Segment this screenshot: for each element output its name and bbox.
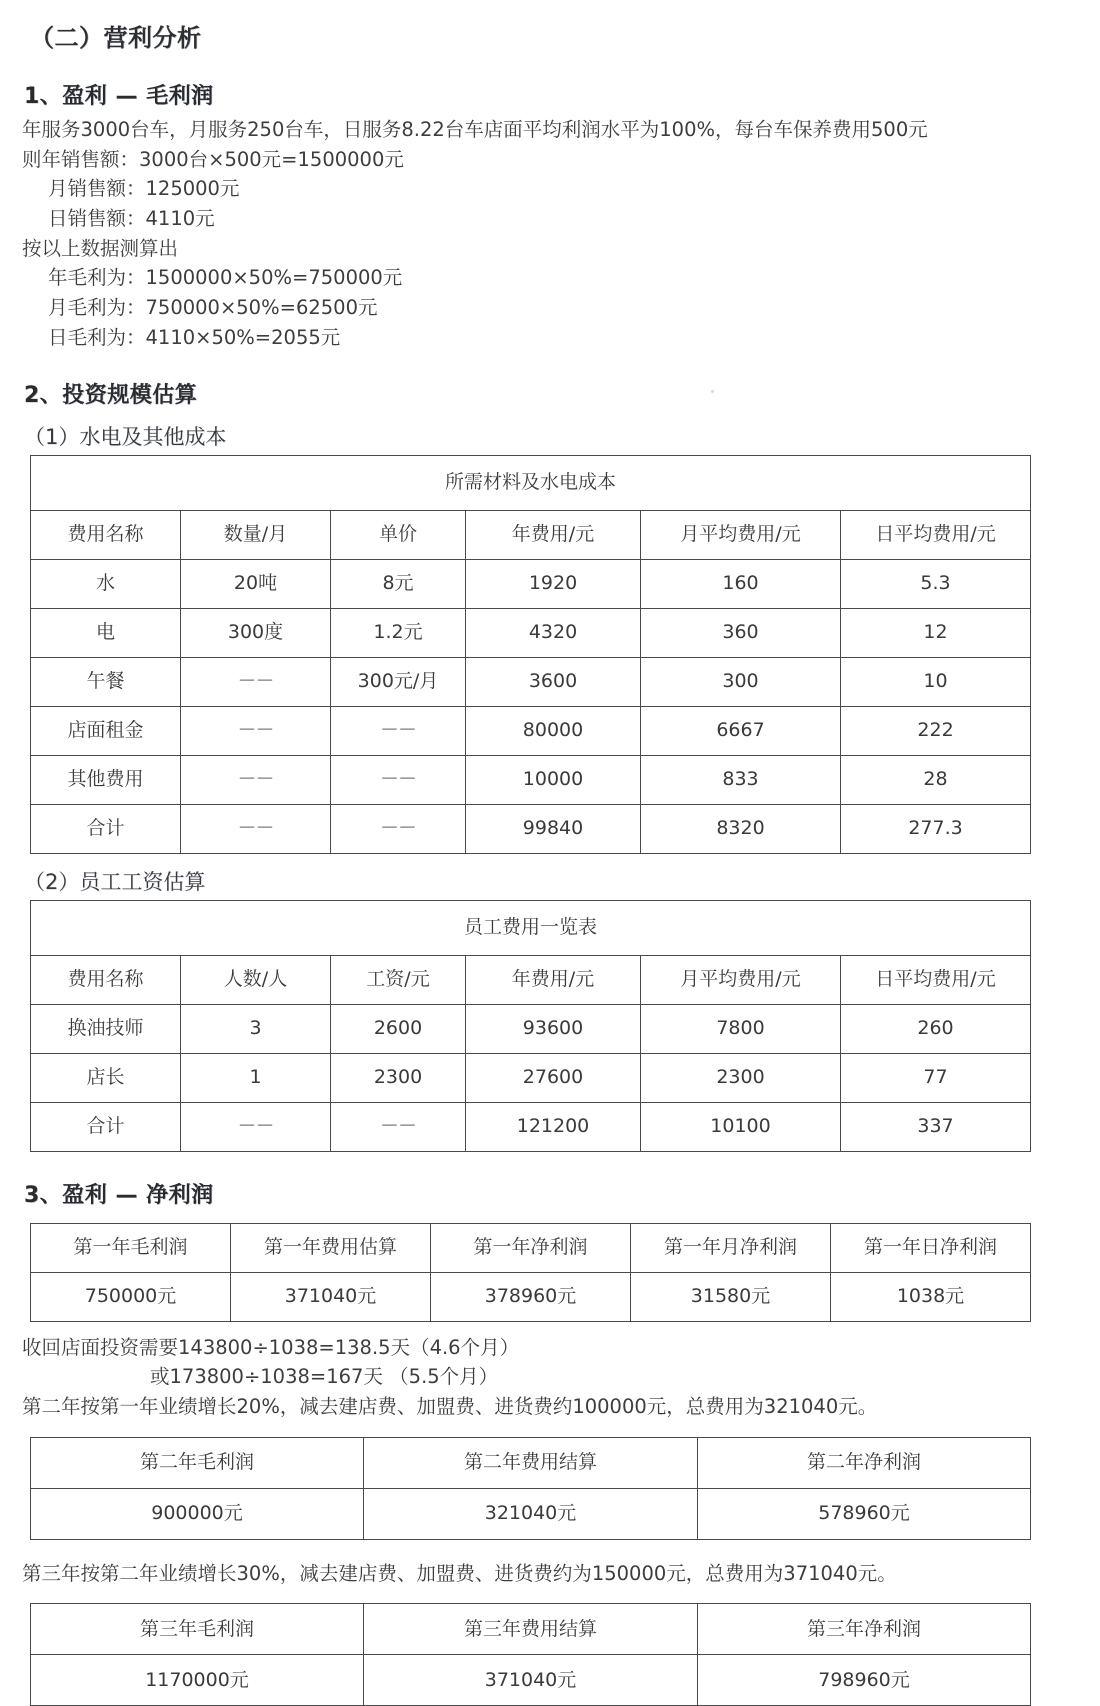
cell: 12 [841,608,1031,657]
table-row [31,559,1031,608]
cell: －－ [331,755,466,804]
heading-part1: 1、盈利 — 毛利润 [24,84,214,109]
cell: －－ [181,1102,331,1151]
cell: 2300 [331,1053,466,1102]
table-year3-profit [30,1603,1031,1706]
cell: 10 [841,657,1031,706]
paragraph-monthly-sales: 月销售额：125000元 [48,177,240,201]
column-header: 第三年费用结算 [364,1604,698,1655]
cell: 31580元 [631,1272,831,1321]
cell: 300 [641,657,841,706]
heading-part2-sub1: （1）水电及其他成本 [24,424,227,449]
faint-artifact-dot [711,390,714,393]
cell: 27600 [466,1053,641,1102]
cell: 378960元 [431,1272,631,1321]
table-title: 员工费用一览表 [31,900,1031,955]
table-title-row [31,455,1031,510]
cell: －－ [331,804,466,853]
cell: 900000元 [31,1488,364,1539]
cell: 300元/月 [331,657,466,706]
cell: 321040元 [364,1488,698,1539]
column-header: 费用名称 [31,955,181,1004]
paragraph-daily-sales: 日销售额：4110元 [48,207,215,231]
cell: －－ [181,755,331,804]
table-year1-profit [30,1223,1031,1322]
cell: 121200 [466,1102,641,1151]
cell: 10000 [466,755,641,804]
table-row [31,657,1031,706]
table-total-row [31,1102,1031,1151]
cell: 合计 [31,804,181,853]
cell: 77 [841,1053,1031,1102]
cell: 1038元 [831,1272,1031,1321]
cell: 277.3 [841,804,1031,853]
cell: 2600 [331,1004,466,1053]
cell: 371040元 [364,1655,698,1706]
table-header-row [31,1437,1031,1488]
cell: 260 [841,1004,1031,1053]
page-title: （二）营利分析 [30,24,202,52]
paragraph-calc-intro: 按以上数据测算出 [22,236,179,260]
column-header: 第一年日净利润 [831,1223,1031,1272]
cell: －－ [181,657,331,706]
cell: 店长 [31,1053,181,1102]
cell: 3600 [466,657,641,706]
cell: 222 [841,706,1031,755]
table-year2-profit [30,1437,1031,1540]
cell: 5.3 [841,559,1031,608]
table-title-row [31,900,1031,955]
cell: 578960元 [698,1488,1031,1539]
table-row [31,608,1031,657]
cell: 10100 [641,1102,841,1151]
cell: 3 [181,1004,331,1053]
column-header: 第一年毛利润 [31,1223,231,1272]
column-header: 工资/元 [331,955,466,1004]
column-header: 数量/月 [181,510,331,559]
cell: 1 [181,1053,331,1102]
cell: 换油技师 [31,1004,181,1053]
document-page [0,18,1100,1691]
column-header: 第二年净利润 [698,1437,1031,1488]
cell: 午餐 [31,657,181,706]
paragraph-annual-gross: 年毛利为：1500000×50%=750000元 [48,266,403,290]
table-staff-cost [30,900,1031,1152]
table-header-row [31,955,1031,1004]
cell: 20吨 [181,559,331,608]
column-header: 第三年净利润 [698,1604,1031,1655]
paragraph-annual-sales: 则年销售额：3000台×500元=1500000元 [22,147,404,171]
table-utilities-cost [30,455,1031,854]
cell: 833 [641,755,841,804]
paragraph-monthly-gross: 月毛利为：750000×50%=62500元 [48,296,378,320]
cell: 750000元 [31,1272,231,1321]
heading-part3: 3、盈利 — 净利润 [24,1182,214,1208]
cell: 6667 [641,706,841,755]
cell: 8元 [331,559,466,608]
table-row [31,1272,1031,1321]
cell: 337 [841,1102,1031,1151]
table-row [31,1004,1031,1053]
column-header: 月平均费用/元 [641,510,841,559]
column-header: 第一年费用估算 [231,1223,431,1272]
column-header: 第二年费用结算 [364,1437,698,1488]
heading-part2-sub2: （2）员工工资估算 [24,869,206,894]
column-header: 人数/人 [181,955,331,1004]
table-row [31,755,1031,804]
cell: 160 [641,559,841,608]
cell: －－ [331,706,466,755]
cell: 1170000元 [31,1655,364,1706]
column-header: 第二年毛利润 [31,1437,364,1488]
table-row [31,1488,1031,1539]
column-header: 日平均费用/元 [841,955,1031,1004]
cell: 28 [841,755,1031,804]
column-header: 月平均费用/元 [641,955,841,1004]
paragraph-year3-note: 第三年按第二年业绩增长30%，减去建店费、加盟费、进货费约为150000元，总费用为371040元。 [22,1561,897,1585]
table-header-row [31,510,1031,559]
cell: 水 [31,559,181,608]
cell: 2300 [641,1053,841,1102]
cell: 4320 [466,608,641,657]
paragraph-payback-line1: 收回店面投资需要143800÷1038=138.5天（4.6个月） [22,1335,520,1359]
column-header: 年费用/元 [466,955,641,1004]
cell: 360 [641,608,841,657]
cell: －－ [181,706,331,755]
cell: 电 [31,608,181,657]
heading-part2: 2、投资规模估算 [24,382,198,408]
table-row [31,1655,1031,1706]
column-header: 单价 [331,510,466,559]
table-row [31,1053,1031,1102]
column-header: 年费用/元 [466,510,641,559]
cell: 80000 [466,706,641,755]
column-header: 日平均费用/元 [841,510,1031,559]
cell: 1920 [466,559,641,608]
cell: 1.2元 [331,608,466,657]
cell: 93600 [466,1004,641,1053]
paragraph-annual-service: 年服务3000台车，月服务250台车，日服务8.22台车店面平均利润水平为100%，每台车保养费用500元 [22,118,928,141]
cell: 7800 [641,1004,841,1053]
paragraph-daily-gross: 日毛利为：4110×50%=2055元 [48,325,341,349]
cell: －－ [331,1102,466,1151]
cell: 99840 [466,804,641,853]
table-title: 所需材料及水电成本 [31,455,1031,510]
cell: －－ [181,804,331,853]
cell: 店面租金 [31,706,181,755]
cell: 合计 [31,1102,181,1151]
column-header: 第一年月净利润 [631,1223,831,1272]
cell: 其他费用 [31,755,181,804]
column-header: 第一年净利润 [431,1223,631,1272]
cell: 798960元 [698,1655,1031,1706]
column-header: 第三年毛利润 [31,1604,364,1655]
table-header-row [31,1223,1031,1272]
paragraph-year2-note: 第二年按第一年业绩增长20%，减去建店费、加盟费、进货费约100000元，总费用为321040元。 [22,1394,878,1418]
paragraph-payback-line2: 或173800÷1038=167天 （5.5个月） [150,1365,499,1389]
table-header-row [31,1604,1031,1655]
column-header: 费用名称 [31,510,181,559]
cell: 300度 [181,608,331,657]
cell: 371040元 [231,1272,431,1321]
table-total-row [31,804,1031,853]
cell: 8320 [641,804,841,853]
table-row [31,706,1031,755]
